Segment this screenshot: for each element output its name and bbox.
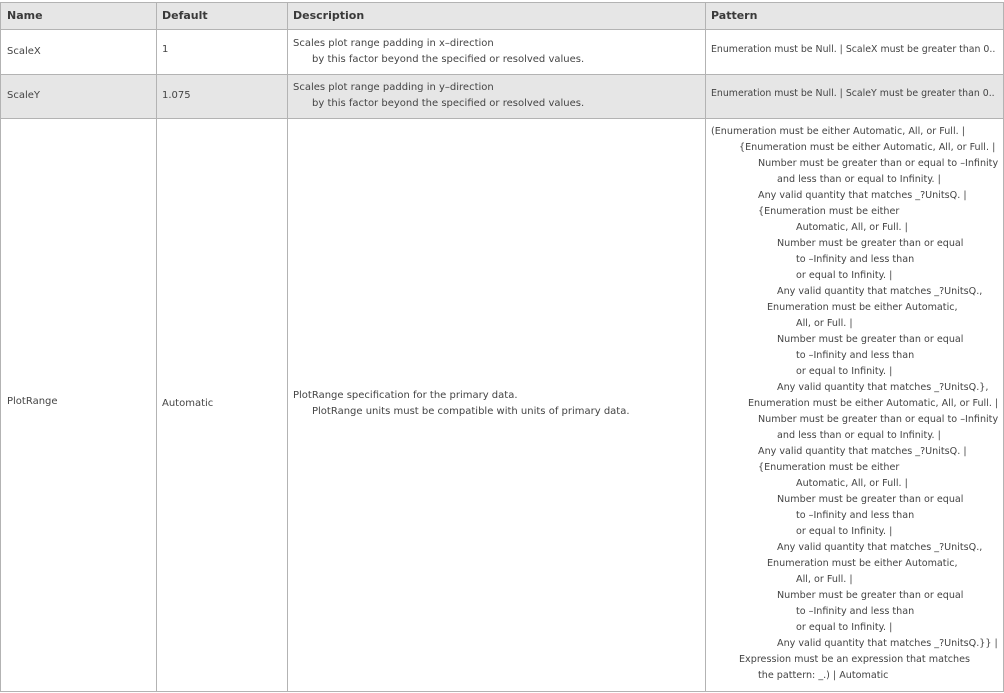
cell-description [293,36,584,68]
description-line: Scales plot range padding in y–direction [293,82,494,93]
pattern-line: All, or Full. | [796,574,853,585]
description-line: PlotRange specification for the primary data. [293,390,518,401]
pattern-line: or equal to Infinity. | [796,622,893,633]
pattern-line: Number must be greater than or equal [777,238,964,249]
cell-description [293,388,630,420]
pattern-line: and less than or equal to Infinity. | [777,174,941,185]
pattern-line: to –Infinity and less than [796,606,915,617]
pattern-line: Automatic, All, or Full. | [796,478,908,489]
pattern-line: Expression must be an expression that matches [739,654,970,665]
pattern-line: Any valid quantity that matches _?UnitsQ. | [758,446,967,457]
pattern-line: Any valid quantity that matches _?UnitsQ., [777,286,983,297]
cell-name: PlotRange [7,396,58,407]
pattern-line: {Enumeration must be either Automatic, All, or Full. | [739,142,996,153]
cell-pattern: Enumeration must be Null. | ScaleX must be greater than 0.. [711,44,996,55]
pattern-line: to –Infinity and less than [796,254,915,265]
pattern-line: or equal to Infinity. | [796,366,893,377]
cell-name: ScaleX [7,46,41,57]
description-line: by this factor beyond the specified or resolved values. [312,98,585,109]
pattern-line: (Enumeration must be either Automatic, All, or Full. | [711,126,965,137]
pattern-line: Enumeration must be either Automatic, [767,558,958,569]
table-border [0,2,1004,3]
pattern-line: Enumeration must be either Automatic, [767,302,958,313]
pattern-line: to –Infinity and less than [796,510,915,521]
table-header [0,2,1004,29]
pattern-line: Any valid quantity that matches _?UnitsQ. | [758,190,967,201]
cell-pattern [711,124,998,684]
table-border [287,2,288,691]
pattern-line: Number must be greater than or equal [777,494,964,505]
cell-default: Automatic [162,398,214,409]
pattern-line: and less than or equal to Infinity. | [777,430,941,441]
pattern-line: Number must be greater than or equal [777,590,964,601]
pattern-line: Enumeration must be either Automatic, All, or Full. | [748,398,999,409]
pattern-line: {Enumeration must be either [758,462,900,473]
description-line: Scales plot range padding in x–direction [293,38,494,49]
cell-pattern: Enumeration must be Null. | ScaleY must be greater than 0.. [711,88,995,99]
pattern-line: or equal to Infinity. | [796,270,893,281]
description-line: PlotRange units must be compatible with units of primary data. [312,406,630,417]
cell-name: ScaleY [7,90,41,101]
pattern-line: the pattern: _.) | Automatic [758,670,889,681]
pattern-line: to –Infinity and less than [796,350,915,361]
column-header-default: Default [162,9,208,22]
pattern-line: Number must be greater than or equal [777,334,964,345]
cell-default: 1 [162,44,169,55]
cell-description [293,80,584,112]
pattern-line: or equal to Infinity. | [796,526,893,537]
column-header-pattern: Pattern [711,9,758,22]
pattern-line: Any valid quantity that matches _?UnitsQ.}, [777,382,989,393]
pattern-line: All, or Full. | [796,318,853,329]
table-border [0,691,1004,692]
pattern-line: Any valid quantity that matches _?UnitsQ., [777,542,983,553]
table-border [705,2,706,691]
pattern-line: Number must be greater than or equal to –Infinity [758,158,999,169]
table-border [0,2,1,691]
table-border [0,29,1004,30]
column-header-description: Description [293,9,365,22]
cell-default: 1.075 [162,90,191,101]
table-border [156,2,157,691]
column-header-name: Name [7,9,43,22]
pattern-line: {Enumeration must be either [758,206,900,217]
pattern-line: Automatic, All, or Full. | [796,222,908,233]
table-border [0,74,1004,75]
pattern-line: Number must be greater than or equal to –Infinity [758,414,999,425]
table-border [0,118,1004,119]
description-line: by this factor beyond the specified or resolved values. [312,54,585,65]
pattern-line: Any valid quantity that matches _?UnitsQ.}} | [777,638,998,649]
